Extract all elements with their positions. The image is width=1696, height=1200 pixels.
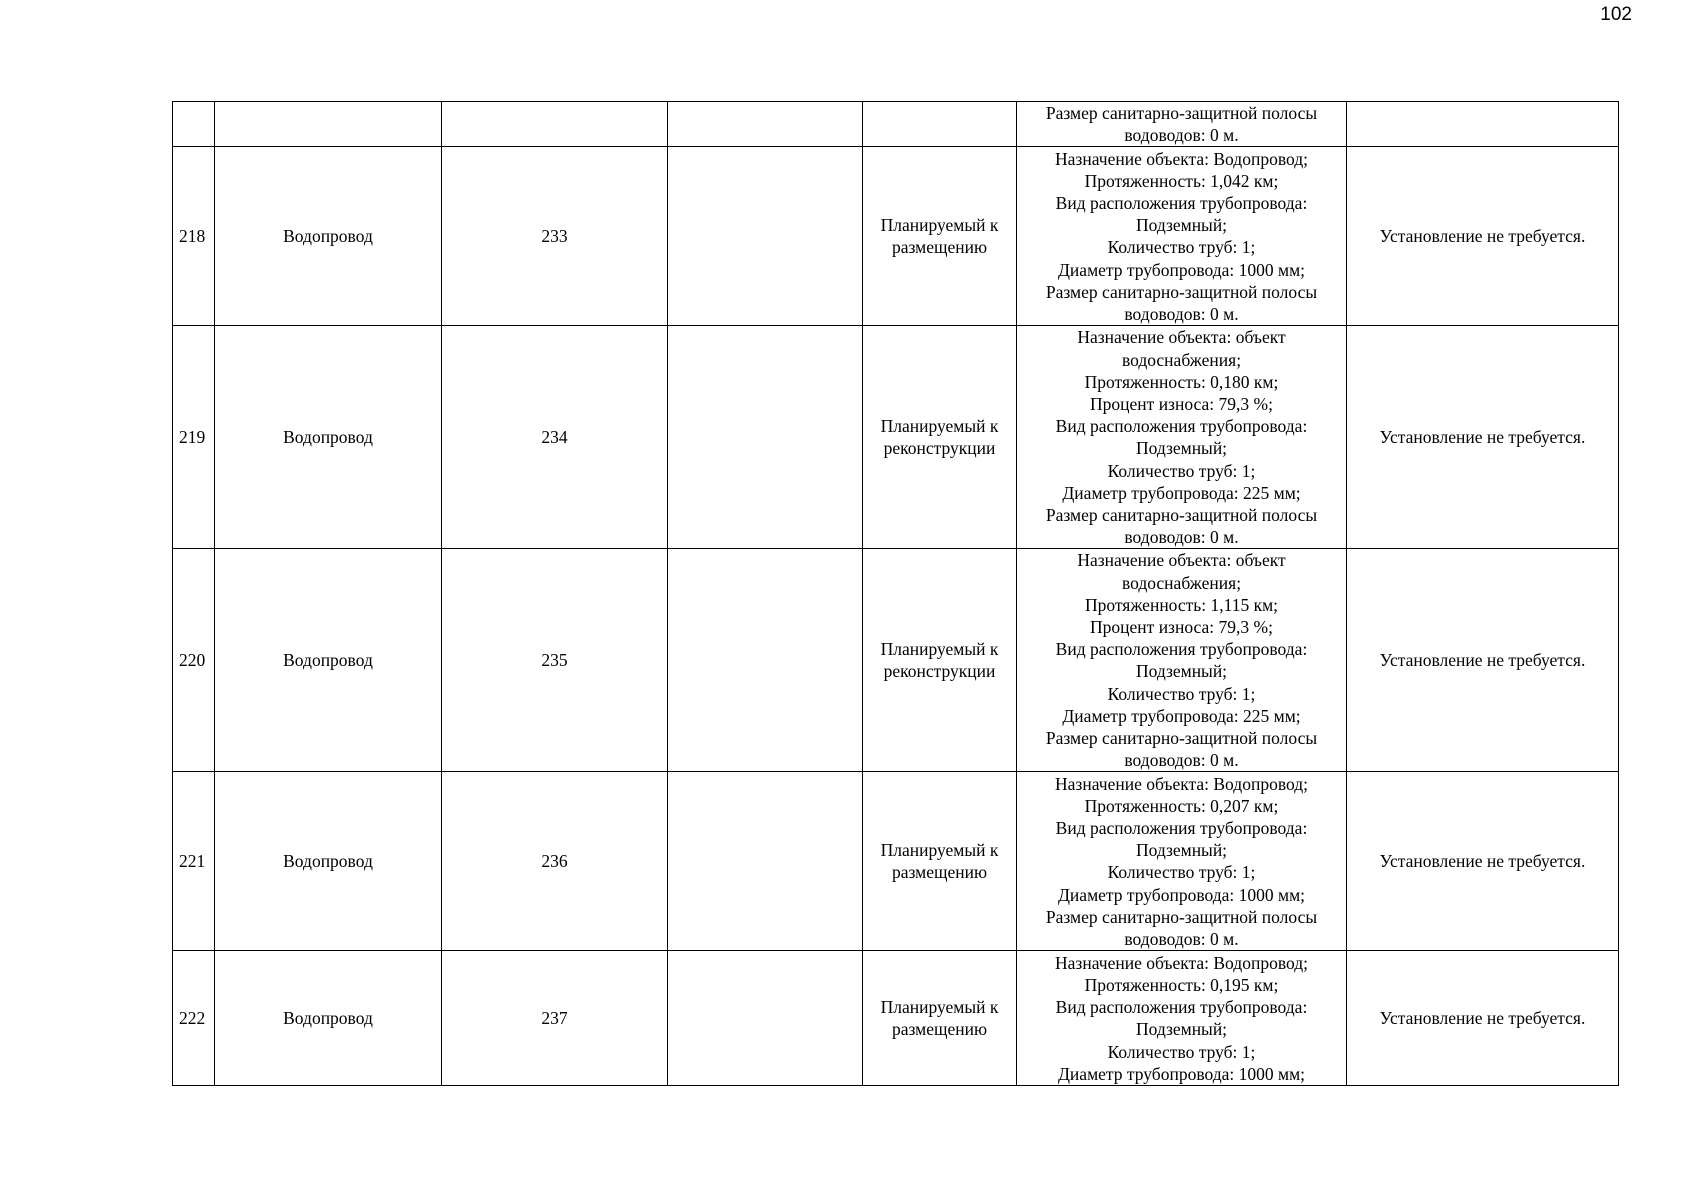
zone-cell: Установление не требуется. — [1347, 549, 1619, 772]
detail-line: Размер санитарно-защитной полосы — [1045, 906, 1318, 927]
row-number-cell — [173, 102, 215, 147]
status-line: размещению — [891, 862, 988, 883]
status-line: Планируемый к — [880, 416, 999, 437]
detail-line: Количество труб: 1; — [1107, 1041, 1256, 1062]
table-row — [173, 772, 1619, 951]
object-name-cell: Водопровод — [215, 772, 442, 951]
table-row — [173, 147, 1619, 326]
detail-line: водоснабжения; — [1121, 572, 1242, 593]
zone-cell — [1347, 102, 1619, 147]
detail-line: Вид расположения трубопровода: — [1055, 997, 1308, 1018]
zone-cell: Установление не требуется. — [1347, 772, 1619, 951]
detail-line: Диаметр трубопровода: 225 мм; — [1062, 482, 1301, 503]
status-line: размещению — [891, 1019, 988, 1040]
table-body — [173, 102, 1619, 1086]
row-number-cell: 218 — [173, 147, 215, 326]
detail-line: Подземный; — [1135, 1019, 1228, 1040]
object-code-cell: 233 — [442, 147, 668, 326]
object-name-cell: Водопровод — [215, 951, 442, 1086]
detail-line: водоводов: 0 м. — [1124, 929, 1239, 950]
details-cell — [1017, 772, 1347, 951]
row-number-cell: 222 — [173, 951, 215, 1086]
detail-line: Процент износа: 79,3 %; — [1090, 394, 1273, 415]
status-line: реконструкции — [883, 438, 996, 459]
detail-line: Назначение объекта: объект — [1077, 550, 1286, 571]
object-name-cell: Водопровод — [215, 147, 442, 326]
table-row — [173, 549, 1619, 772]
status-cell — [863, 326, 1017, 549]
detail-line: Диаметр трубопровода: 1000 мм; — [1058, 259, 1305, 280]
object-name-cell — [215, 102, 442, 147]
detail-line: Назначение объекта: объект — [1077, 327, 1286, 348]
detail-line: водоводов: 0 м. — [1124, 750, 1239, 771]
object-code-cell: 236 — [442, 772, 668, 951]
detail-line: Диаметр трубопровода: 1000 мм; — [1058, 884, 1305, 905]
details-cell — [1017, 147, 1347, 326]
detail-line: Подземный; — [1135, 438, 1228, 459]
detail-line: Диаметр трубопровода: 1000 мм; — [1058, 1063, 1305, 1084]
table-row — [173, 951, 1619, 1086]
status-line: Планируемый к — [880, 215, 999, 236]
detail-line: Подземный; — [1135, 215, 1228, 236]
object-code-cell: 234 — [442, 326, 668, 549]
table-row — [173, 326, 1619, 549]
zone-cell: Установление не требуется. — [1347, 951, 1619, 1086]
object-name-cell: Водопровод — [215, 549, 442, 772]
detail-line: Назначение объекта: Водопровод; — [1055, 773, 1308, 794]
detail-line: Вид расположения трубопровода: — [1055, 639, 1308, 660]
status-cell — [863, 772, 1017, 951]
detail-line: Подземный; — [1135, 840, 1228, 861]
empty-cell — [668, 951, 863, 1086]
detail-line: водоснабжения; — [1121, 349, 1242, 370]
zone-cell: Установление не требуется. — [1347, 147, 1619, 326]
status-line: Планируемый к — [880, 840, 999, 861]
detail-line: Размер санитарно-защитной полосы — [1045, 103, 1318, 123]
object-code-cell: 235 — [442, 549, 668, 772]
empty-cell — [668, 102, 863, 147]
detail-line: Назначение объекта: Водопровод; — [1055, 952, 1308, 973]
status-line: Планируемый к — [880, 639, 999, 660]
zone-cell: Установление не требуется. — [1347, 326, 1619, 549]
status-line: реконструкции — [883, 661, 996, 682]
object-name-cell: Водопровод — [215, 326, 442, 549]
row-number-cell: 220 — [173, 549, 215, 772]
details-cell — [1017, 549, 1347, 772]
empty-cell — [668, 549, 863, 772]
status-cell — [863, 951, 1017, 1086]
detail-line: Протяженность: 1,042 км; — [1084, 170, 1279, 191]
detail-line: Количество труб: 1; — [1107, 862, 1256, 883]
status-line: размещению — [891, 237, 988, 258]
details-cell — [1017, 951, 1347, 1086]
detail-line: Количество труб: 1; — [1107, 237, 1256, 258]
detail-line: Протяженность: 0,180 км; — [1084, 371, 1279, 392]
row-number-cell: 219 — [173, 326, 215, 549]
detail-line: Размер санитарно-защитной полосы — [1045, 281, 1318, 302]
detail-line: Вид расположения трубопровода: — [1055, 818, 1308, 839]
detail-line: Протяженность: 1,115 км; — [1084, 594, 1279, 615]
detail-line: водоводов: 0 м. — [1124, 527, 1239, 548]
empty-cell — [668, 326, 863, 549]
detail-line: Протяженность: 0,207 км; — [1084, 795, 1279, 816]
detail-line: Количество труб: 1; — [1107, 460, 1256, 481]
empty-cell — [668, 772, 863, 951]
table-row — [173, 102, 1619, 147]
details-cell — [1017, 102, 1347, 147]
detail-line: Подземный; — [1135, 661, 1228, 682]
object-code-cell — [442, 102, 668, 147]
detail-line: Размер санитарно-защитной полосы — [1045, 728, 1318, 749]
detail-line: Вид расположения трубопровода: — [1055, 416, 1308, 437]
status-line: Планируемый к — [880, 997, 999, 1018]
status-cell — [863, 147, 1017, 326]
objects-table — [172, 101, 1619, 1086]
detail-line: Количество труб: 1; — [1107, 683, 1256, 704]
detail-line: водоводов: 0 м. — [1124, 304, 1239, 325]
detail-line: Назначение объекта: Водопровод; — [1055, 148, 1308, 169]
empty-cell — [668, 147, 863, 326]
detail-line: Процент износа: 79,3 %; — [1090, 617, 1273, 638]
page-number: 102 — [1600, 4, 1632, 25]
status-cell — [863, 102, 1017, 147]
row-number-cell: 221 — [173, 772, 215, 951]
detail-line: Протяженность: 0,195 км; — [1084, 975, 1279, 996]
detail-line: водоводов: 0 м. — [1124, 125, 1239, 146]
object-code-cell: 237 — [442, 951, 668, 1086]
detail-line: Диаметр трубопровода: 225 мм; — [1062, 705, 1301, 726]
status-cell — [863, 549, 1017, 772]
detail-line: Размер санитарно-защитной полосы — [1045, 505, 1318, 526]
details-cell — [1017, 326, 1347, 549]
detail-line: Вид расположения трубопровода: — [1055, 193, 1308, 213]
